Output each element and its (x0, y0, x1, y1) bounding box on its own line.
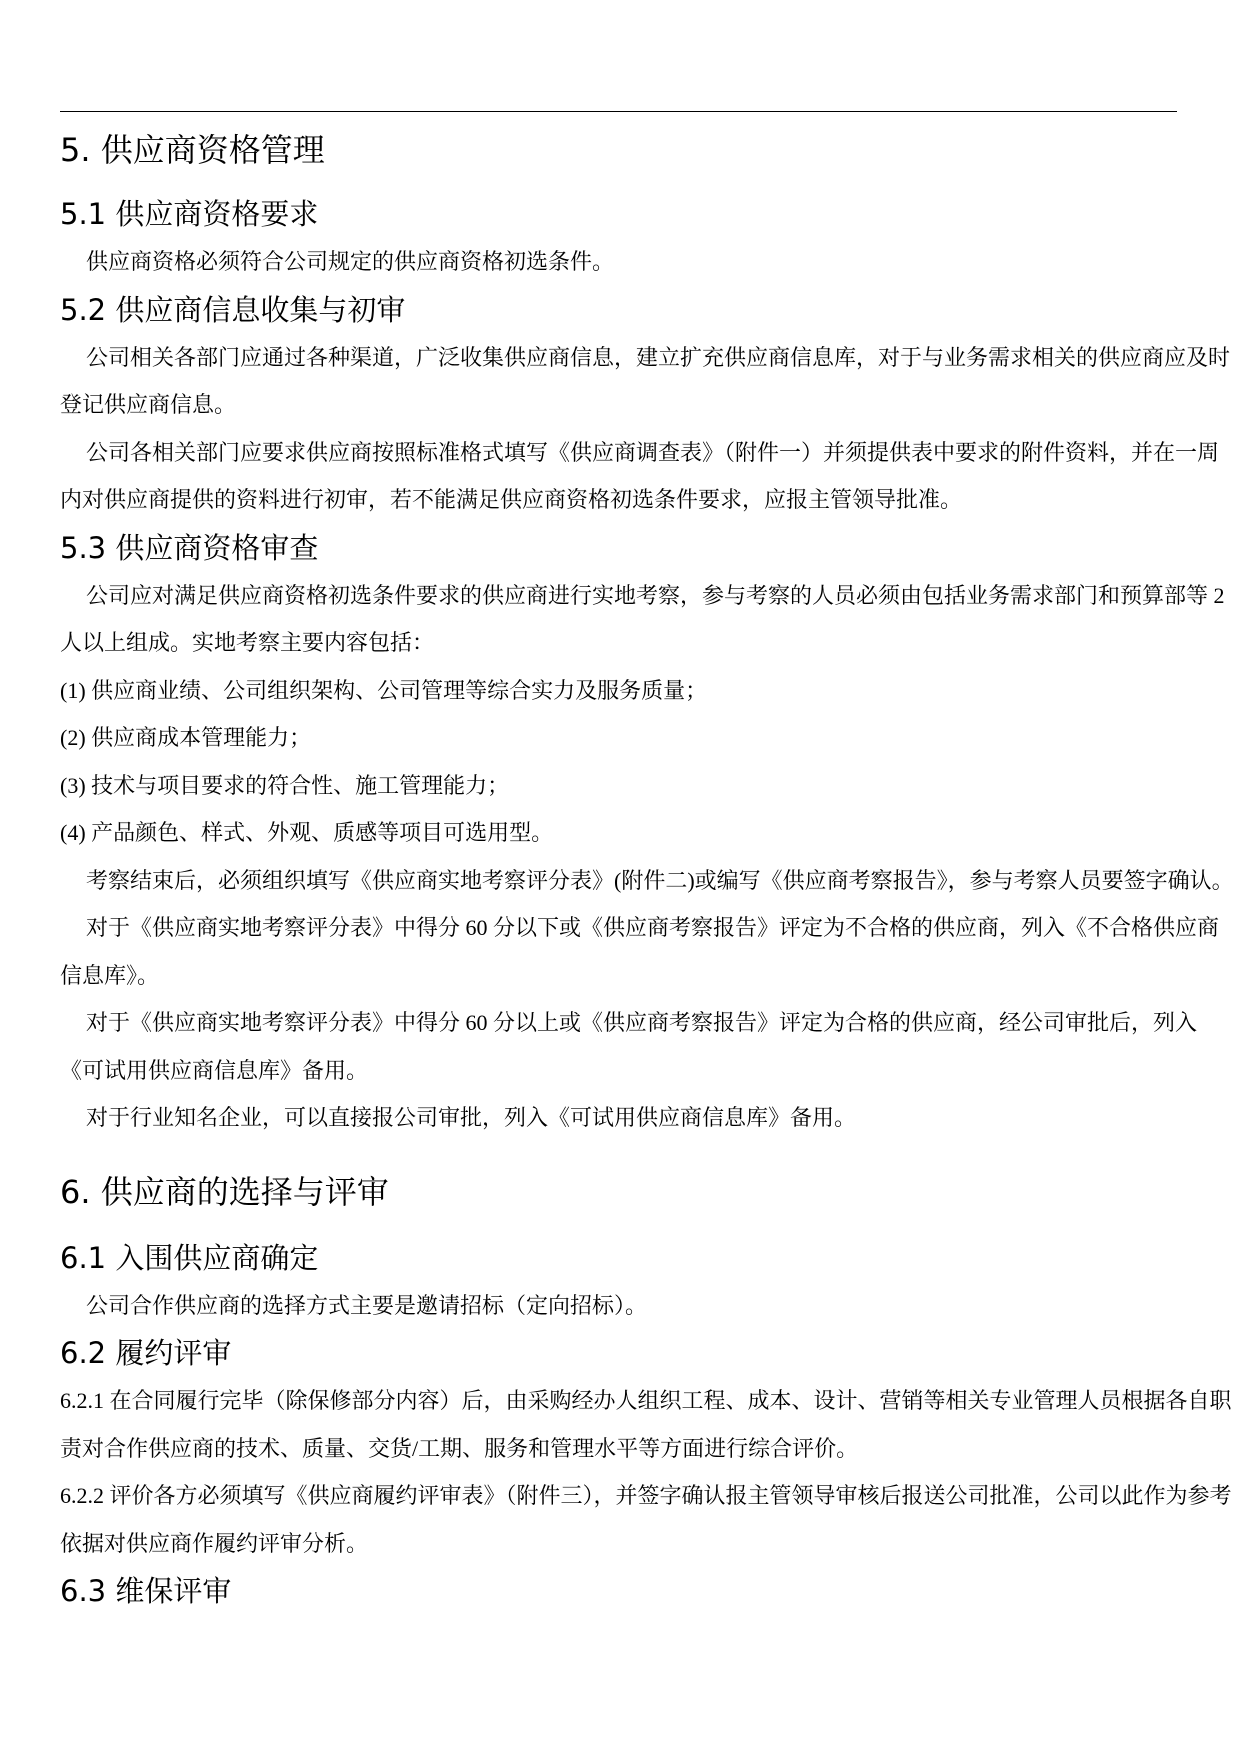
list-item-5-3-3: (3) 技术与项目要求的符合性、施工管理能力； (60, 772, 510, 798)
paragraph-5-3-1: 公司应对满足供应商资格初选条件要求的供应商进行实地考察，参与考察的人员必须由包括业务需求部门和预算部等 2 人以上组成。实地考察主要内容包括： (60, 582, 1225, 655)
subsection-5-1-title: 5.1 供应商资格要求 (60, 197, 319, 231)
paragraph-5-2-2: 公司各相关部门应要求供应商按照标准格式填写《供应商调查表》（附件一）并须提供表中要求的附件资料，并在一周内对供应商提供的资料进行初审，若不能满足供应商资格初选条件要求，应报主管领导批准。 (60, 439, 1220, 512)
section-6-title: 6. 供应商的选择与评审 (60, 1172, 389, 1211)
subsection-6-1-title: 6.1 入围供应商确定 (60, 1240, 319, 1275)
paragraph-5-3-5: 对于行业知名企业，可以直接报公司审批，列入《可试用供应商信息库》备用。 (86, 1105, 857, 1130)
paragraph-5-1-1: 供应商资格必须符合公司规定的供应商资格初选条件。 (86, 249, 615, 274)
list-item-5-3-2: (2) 供应商成本管理能力； (60, 725, 312, 750)
paragraph-5-3-4: 对于《供应商实地考察评分表》中得分 60 分以上或《供应商考察报告》评定为合格的供应商，经公司审批后，列入《可试用供应商信息库》备用。 (60, 1010, 1198, 1083)
subsection-6-2-title: 6.2 履约评审 (60, 1336, 232, 1370)
subsection-5-2-title: 5.2 供应商信息收集与初审 (60, 292, 406, 327)
paragraph-6-1-1: 公司合作供应商的选择方式主要是邀请招标（定向招标）。 (86, 1292, 648, 1318)
paragraph-5-3-3: 对于《供应商实地考察评分表》中得分 60 分以下或《供应商考察报告》评定为不合格的供应商，列入《不合格供应商信息库》。 (60, 915, 1220, 988)
list-item-5-3-4: (4) 产品颜色、样式、外观、质感等项目可选用型。 (60, 820, 554, 845)
paragraph-5-2-1: 公司相关各部门应通过各种渠道，广泛收集供应商信息，建立扩充供应商信息库，对于与业务需求相关的供应商应及时登记供应商信息。 (60, 344, 1231, 417)
section-5-title: 5. 供应商资格管理 (60, 131, 325, 169)
paragraph-5-3-2: 考察结束后，必须组织填写《供应商实地考察评分表》(附件二)或编写《供应商考察报告》，参与考察人员要签字确认。 (86, 867, 1234, 893)
paragraph-6-2-1: 6.2.1 在合同履行完毕（除保修部分内容）后，由采购经办人组织工程、成本、设计、营销等相关专业管理人员根据各自职责对合作供应商的技术、质量、交货/工期、服务和管理水平等方面进行综合评价。 (60, 1388, 1232, 1461)
list-item-5-3-1: (1) 供应商业绩、公司组织架构、公司管理等综合实力及服务质量； (60, 677, 708, 703)
subsection-5-3-title: 5.3 供应商资格审查 (60, 530, 319, 565)
header-rule (60, 111, 1177, 112)
paragraph-6-2-2: 6.2.2 评价各方必须填写《供应商履约评审表》（附件三），并签字确认报主管领导审核后报送公司批准，公司以此作为参考依据对供应商作履约评审分析。 (60, 1483, 1232, 1556)
subsection-6-3-title: 6.3 维保评审 (60, 1574, 232, 1608)
document-body (60, 120, 1234, 1615)
